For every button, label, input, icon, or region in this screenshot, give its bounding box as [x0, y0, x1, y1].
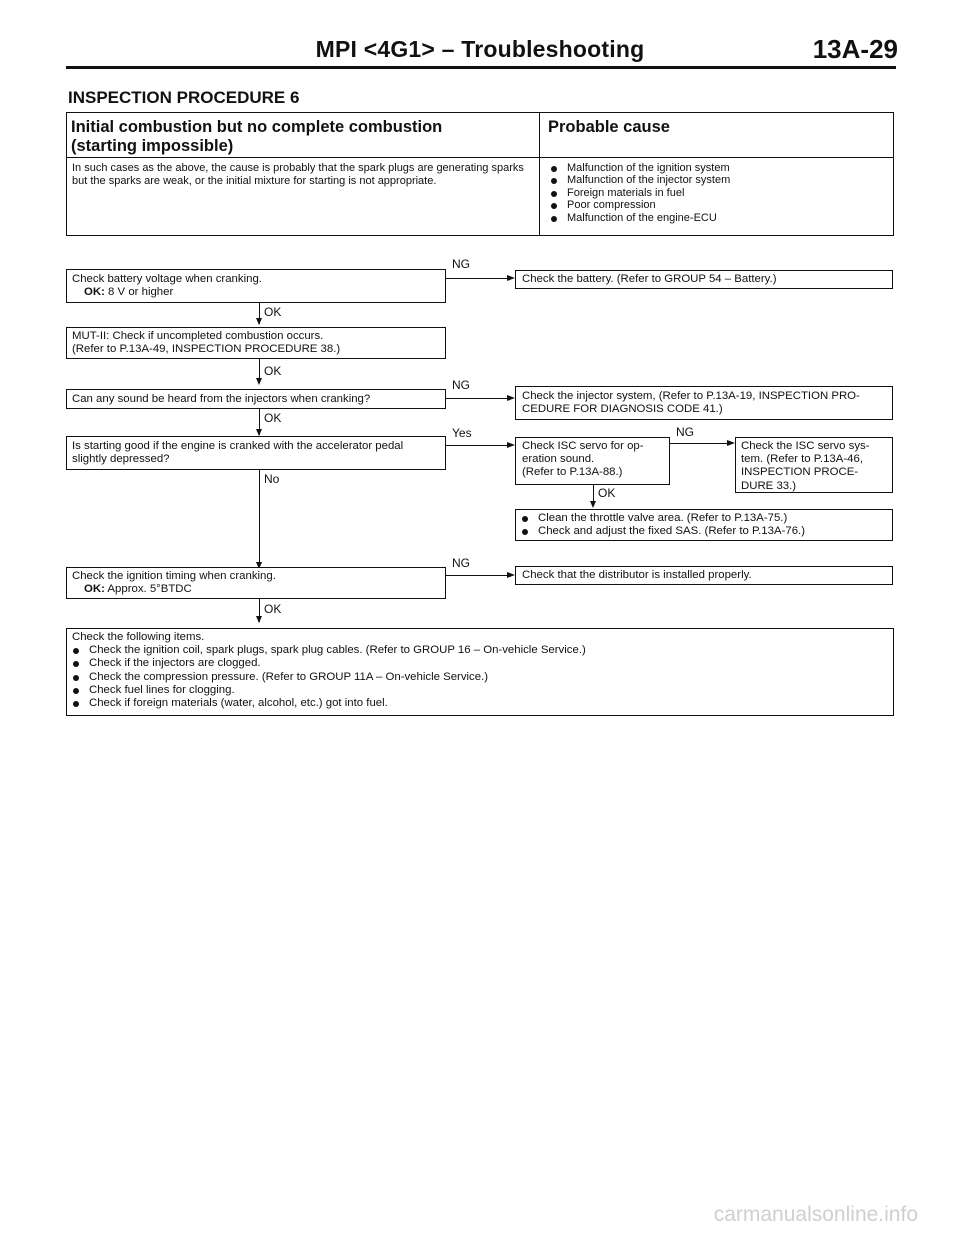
- isc-sys-line1: Check the ISC servo sys-: [741, 440, 870, 452]
- flow-arrow-right: [507, 442, 515, 448]
- ok-label: OK: [264, 411, 282, 425]
- cause-item: Malfunction of the injector system: [545, 174, 885, 186]
- ok-value: Approx. 5°BTDC: [104, 583, 192, 596]
- cause-item: Malfunction of the ignition system: [545, 162, 885, 174]
- final-item: Check if the injectors are clogged.: [67, 657, 888, 670]
- clean-item: Clean the throttle valve area. (Refer to P.13A-75.): [516, 512, 892, 525]
- summary-table: [66, 112, 894, 236]
- step-ignition-timing: [66, 567, 446, 599]
- final-list: [67, 644, 888, 710]
- ok-label: OK:: [84, 583, 105, 596]
- ng-connector: [446, 278, 508, 279]
- ok-label: OK: [264, 602, 282, 616]
- flow-arrow-right: [507, 395, 515, 401]
- step-accelerator-line2: slightly depressed?: [72, 453, 170, 466]
- symptom-title: [71, 118, 442, 156]
- isc-line2: eration sound.: [522, 453, 595, 466]
- box-check-injector-system: [515, 386, 893, 420]
- final-item: Check the compression pressure. (Refer to GROUP 11A – On-vehicle Service.): [67, 671, 888, 684]
- step-ignition-timing-text: Check the ignition timing when cranking.: [72, 570, 276, 582]
- flow-arrow-down: [256, 378, 262, 385]
- ng-connector: [446, 575, 508, 576]
- symptom-title-line2: (starting impossible): [71, 137, 234, 155]
- header-rule: [66, 66, 896, 69]
- summary-description: In such cases as the above, the cause is probably that the spark plugs are generating sparks but the sparks are weak, or the initial mixture for starting is not appropriate.: [72, 162, 524, 187]
- step-battery-voltage: [66, 269, 446, 303]
- ng-connector: [446, 398, 508, 399]
- watermark: carmanualsonline.info: [713, 1203, 918, 1226]
- isc-line3: (Refer to P.13A-88.): [522, 466, 623, 479]
- box-check-battery: Check the battery. (Refer to GROUP 54 – Battery.): [515, 270, 893, 289]
- ok-label: OK:: [84, 286, 105, 299]
- probable-cause-header: Probable cause: [548, 118, 670, 136]
- step-accelerator-start: [66, 436, 446, 470]
- flow-arrow-down: [590, 501, 596, 508]
- final-heading: Check the following items.: [72, 631, 205, 643]
- box-check-following-items: [66, 628, 894, 716]
- final-item: Check if foreign materials (water, alcohol, etc.) got into fuel.: [67, 697, 888, 710]
- step-mut-check-line2: (Refer to P.13A-49, INSPECTION PROCEDURE 38.): [72, 343, 341, 356]
- section-title: INSPECTION PROCEDURE 6: [68, 88, 300, 107]
- no-label: No: [264, 472, 280, 486]
- page-number: 13A-29: [812, 34, 898, 64]
- ok-label: OK: [264, 305, 282, 319]
- cause-item: Poor compression: [545, 199, 885, 211]
- isc-line1: Check ISC servo for op-: [522, 440, 644, 452]
- page-header-title: MPI <4G1> – Troubleshooting: [315, 36, 645, 62]
- step-accelerator-line1: Is starting good if the engine is cranked with the accelerator pedal: [72, 440, 404, 452]
- yes-connector: [446, 445, 508, 446]
- ok-value: 8 V or higher: [104, 286, 174, 299]
- isc-sys-line4: DURE 33.): [741, 479, 797, 492]
- flow-arrow-right: [507, 572, 515, 578]
- box-check-isc-servo-system: [735, 437, 893, 493]
- cause-item: Malfunction of the engine-ECU: [545, 212, 885, 224]
- final-item: Check the ignition coil, spark plugs, spark plug cables. (Refer to GROUP 16 – On-vehicle Service.): [67, 644, 888, 657]
- symptom-title-line1: Initial combustion but no complete combustion: [71, 118, 443, 136]
- isc-sys-line2: tem. (Refer to P.13A-46,: [741, 453, 863, 466]
- summary-divider-v: [539, 113, 540, 235]
- probable-cause-list: [545, 162, 885, 224]
- cause-item: Foreign materials in fuel: [545, 187, 885, 199]
- flow-arrow-down: [256, 616, 262, 623]
- step-mut-check: [66, 327, 446, 359]
- ng-label: NG: [452, 378, 470, 392]
- flow-arrow-down: [256, 318, 262, 325]
- isc-sys-line3: INSPECTION PROCE-: [741, 466, 859, 479]
- clean-item: Check and adjust the fixed SAS. (Refer to P.13A-76.): [516, 525, 892, 538]
- summary-divider-h: [67, 157, 893, 158]
- box-check-injector-line1: Check the injector system, (Refer to P.13A-19, INSPECTION PRO-: [522, 390, 860, 402]
- box-clean-throttle: [515, 509, 893, 541]
- flow-arrow-down: [256, 429, 262, 436]
- clean-list: [516, 512, 892, 538]
- step-injector-sound: Can any sound be heard from the injectors when cranking?: [66, 389, 446, 409]
- yes-label: Yes: [452, 426, 472, 440]
- ng-label: NG: [452, 257, 470, 271]
- ok-label: OK: [598, 486, 616, 500]
- final-item: Check fuel lines for clogging.: [67, 684, 888, 697]
- ng-label: NG: [676, 425, 694, 439]
- step-mut-check-line1: MUT-II: Check if uncompleted combustion occurs.: [72, 330, 324, 342]
- flow-arrow-right: [507, 275, 515, 281]
- ok-label: OK: [264, 364, 282, 378]
- ng-label: NG: [452, 556, 470, 570]
- ng-connector: [670, 443, 728, 444]
- flow-spine-4: [259, 469, 260, 569]
- box-check-distributor: Check that the distributor is installed properly.: [515, 566, 893, 585]
- box-check-injector-line2: CEDURE FOR DIAGNOSIS CODE 41.): [522, 403, 723, 416]
- flow-arrow-right: [727, 440, 735, 446]
- step-battery-voltage-text: Check battery voltage when cranking.: [72, 273, 262, 285]
- box-isc-servo-sound: [515, 437, 670, 485]
